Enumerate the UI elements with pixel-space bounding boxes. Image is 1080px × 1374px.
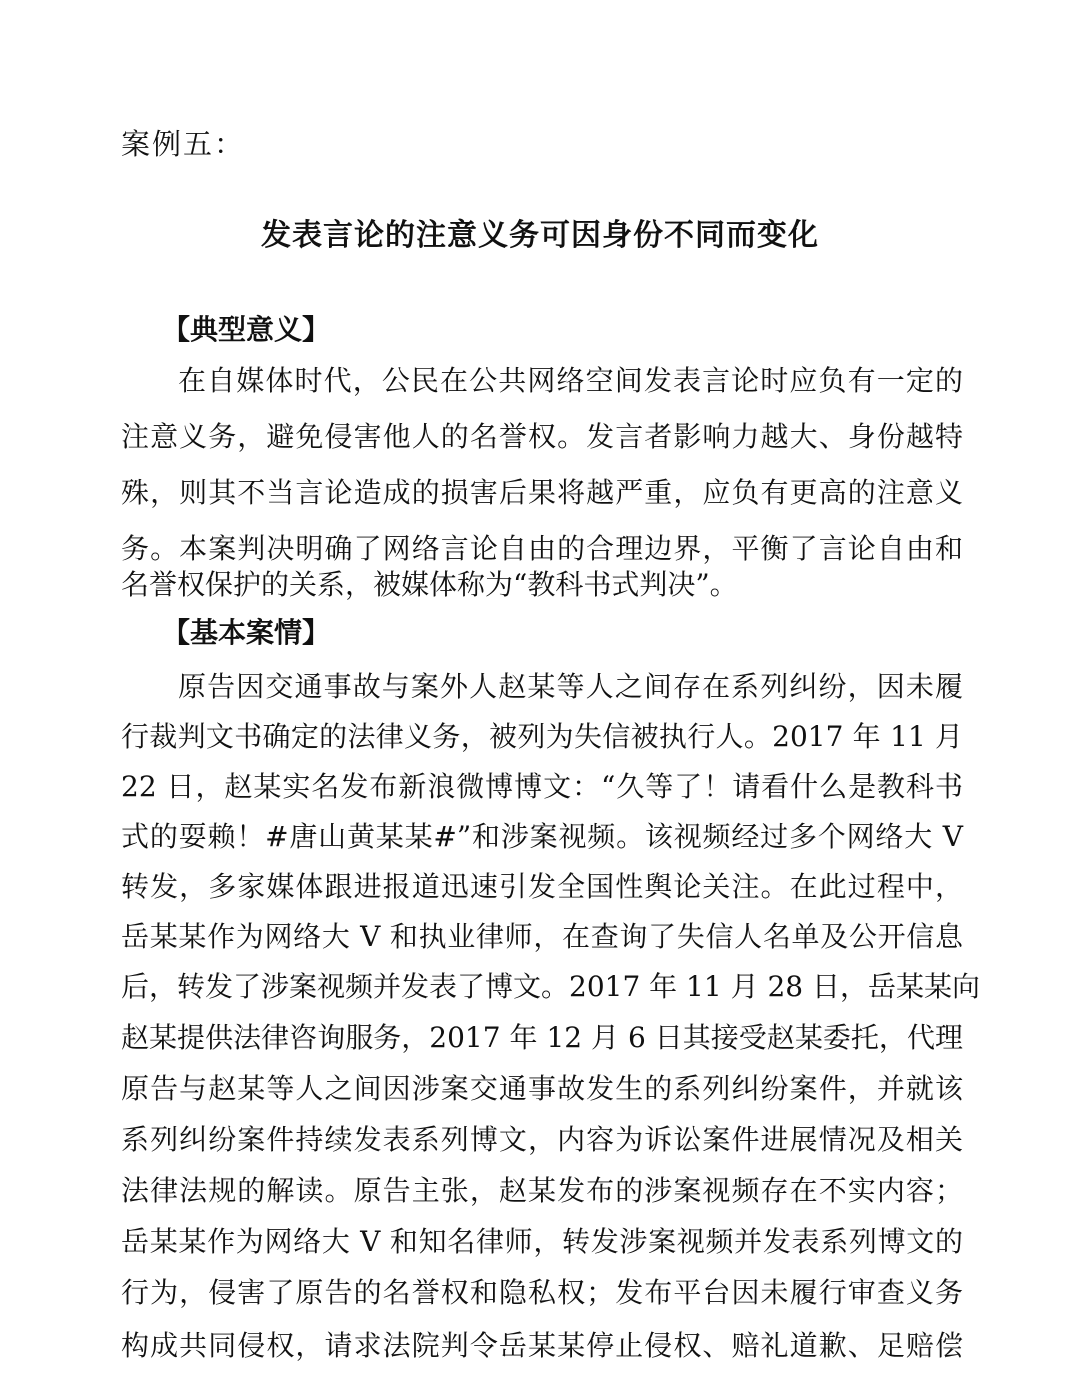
- paragraph-line: 殊，则其不当言论造成的损害后果将越严重，应负有更高的注意义: [121, 476, 963, 509]
- paragraph-line: 注意义务，避免侵害他人的名誉权。发言者影响力越大、身份越特: [121, 420, 963, 453]
- paragraph-line: 赵某提供法律咨询服务，2017 年 12 月 6 日其接受赵某委托，代理: [121, 1021, 963, 1054]
- document-title: 发表言论的注意义务可因身份不同而变化: [261, 218, 819, 253]
- paragraph-line: 构成共同侵权，请求法院判令岳某某停止侵权、赔礼道歉、足赔偿: [121, 1329, 963, 1362]
- paragraph-line: 名誉权保护的关系，被媒体称为“教科书式判决”。: [121, 568, 738, 601]
- paragraph-line: 行为，侵害了原告的名誉权和隐私权；发布平台因未履行审查义务: [121, 1276, 963, 1309]
- paragraph-line: 原告与赵某等人之间因涉案交通事故发生的系列纠纷案件，并就该: [121, 1072, 963, 1105]
- paragraph-line: 务。本案判决明确了网络言论自由的合理边界，平衡了言论自由和: [121, 532, 963, 565]
- section-heading-facts: 【基本案情】: [162, 616, 331, 649]
- paragraph-line: 原告因交通事故与案外人赵某等人之间存在系列纠纷，因未履: [178, 670, 963, 703]
- paragraph-line: 法律法规的解读。原告主张，赵某发布的涉案视频存在不实内容；: [121, 1174, 963, 1207]
- paragraph-line: 后，转发了涉案视频并发表了博文。2017 年 11 月 28 日，岳某某向: [121, 970, 981, 1003]
- paragraph-line: 行裁判文书确定的法律义务，被列为失信被执行人。2017 年 11 月: [121, 720, 963, 753]
- paragraph-line: 岳某某作为网络大 V 和执业律师，在查询了失信人名单及公开信息: [121, 920, 963, 953]
- paragraph-line: 22 日，赵某实名发布新浪微博博文：“久等了！请看什么是教科书: [121, 770, 963, 803]
- paragraph-line: 在自媒体时代，公民在公共网络空间发表言论时应负有一定的: [178, 364, 963, 397]
- paragraph-line: 式的耍赖！#唐山黄某某#”和涉案视频。该视频经过多个网络大 V: [121, 820, 963, 853]
- paragraph-line: 转发，多家媒体跟进报道迅速引发全国性舆论关注。在此过程中，: [121, 870, 963, 903]
- paragraph-line: 系列纠纷案件持续发表系列博文，内容为诉讼案件进展情况及相关: [121, 1123, 963, 1156]
- paragraph-line: 岳某某作为网络大 V 和知名律师，转发涉案视频并发表系列博文的: [121, 1225, 963, 1258]
- case-label: 案例五：: [121, 127, 246, 161]
- section-heading-significance: 【典型意义】: [162, 313, 331, 346]
